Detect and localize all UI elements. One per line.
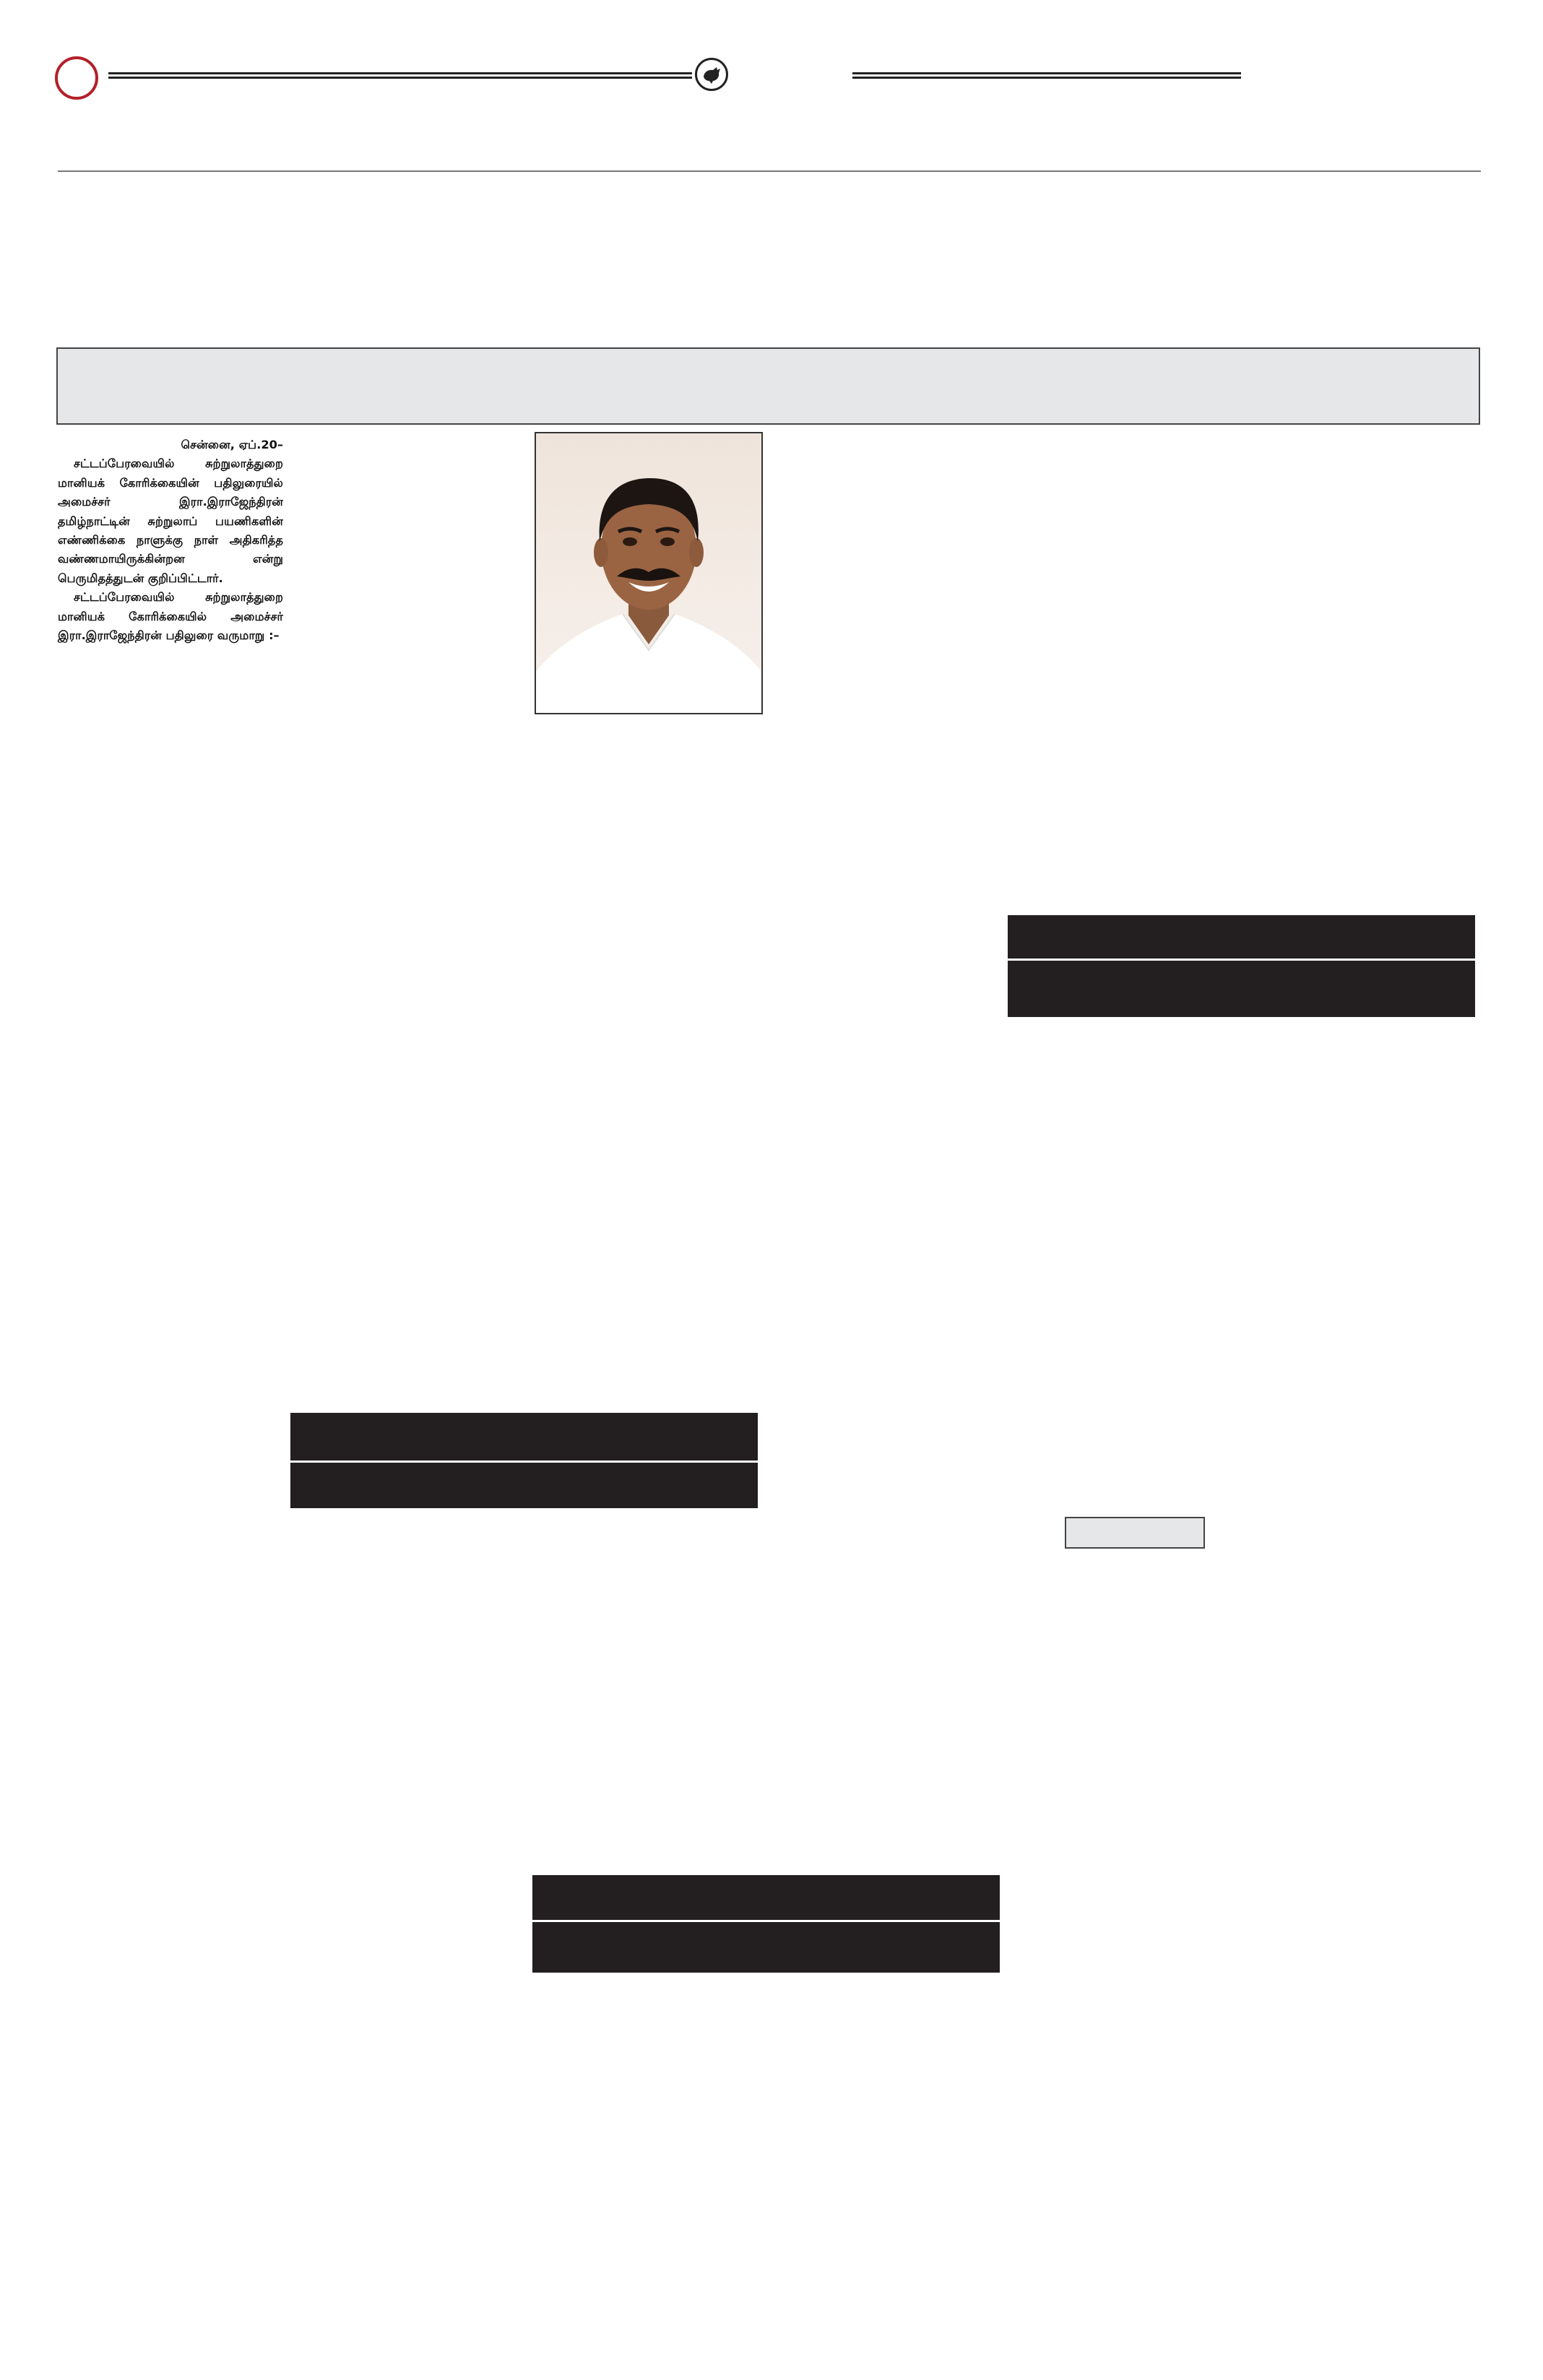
caption-box [1065,1517,1205,1549]
subheading-bar [290,1413,758,1508]
article-paragraph: சட்டப்பேரவையில் சுற்றுலாத்துறை மானியக் கோரிக்கையின் பதிலுரையில் அமைச்சர் இரா.இராஜேந்திரன் தமிழ்நாட்டின் சுற்றுலாப் பயணிகளின் எண்ணிக்கை நாளுக்கு நாள் அதிகரித்த வண்ணமாயிருக்கின்றன என்று பெருமிதத்துடன் குறிப்பிட்டார். [58,456,283,585]
article-body [58,436,283,645]
masthead-rule-right [852,72,1241,79]
masthead-rule-left [108,72,692,79]
dateline: சென்னை, ஏப்.20– [181,438,283,451]
header-divider [58,170,1481,172]
subheading-separator [290,1461,758,1463]
subheading-bar [532,1875,1000,1973]
headline-banner [56,347,1480,425]
minister-photo [535,432,763,714]
page-number-badge [55,56,98,100]
subheading-separator [1008,959,1475,961]
bull-emblem-icon [695,58,728,91]
article-paragraph: சட்டப்பேரவையில் சுற்றுலாத்துறை மானியக் கோரிக்கையில் அமைச்சர் இரா.இராஜேந்திரன் பதிலுரை வருமாறு :– [58,590,283,643]
subheading-separator [532,1920,1000,1922]
subheading-bar [1008,915,1475,1017]
